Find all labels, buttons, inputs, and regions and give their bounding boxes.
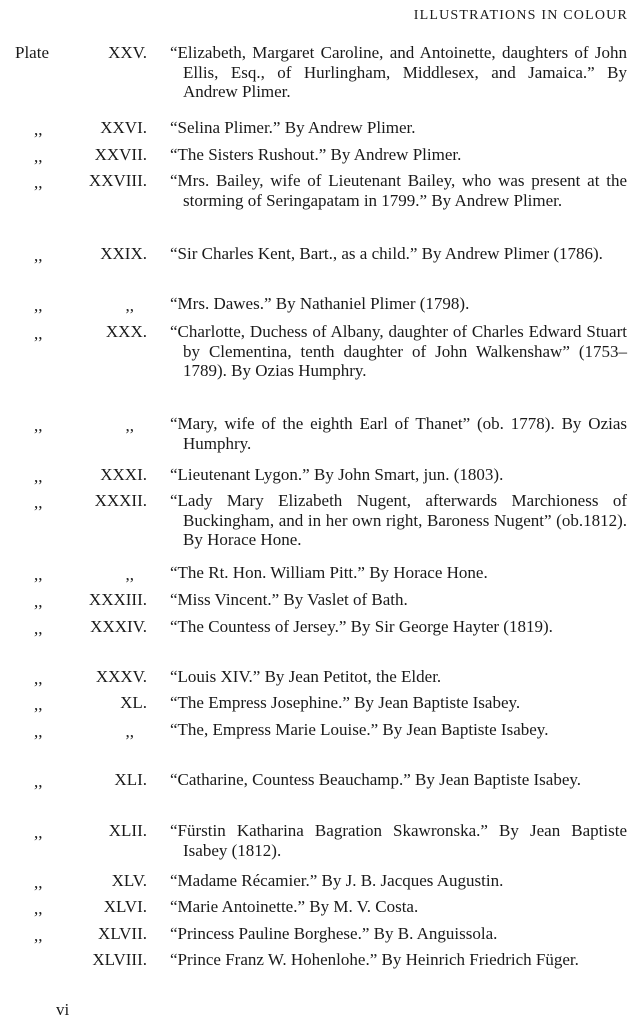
ditto-mark: ,, [34, 565, 43, 584]
ditto-mark: ,, [34, 296, 43, 315]
plate-number: XXXIV. [90, 617, 147, 636]
plate-caption: “Fürstin Katharina Bagration Skawronska.” By Jean Baptiste Isabey (1812). [170, 821, 627, 860]
list-item [0, 465, 644, 491]
list-item [0, 414, 644, 465]
plate-caption: “Lieutenant Lygon.” By John Smart, jun. (1803). [170, 465, 504, 484]
ditto-mark: ,, [34, 493, 43, 512]
ditto-mark: ,, [34, 120, 43, 139]
list-item [0, 491, 644, 563]
plate-caption: “Princess Pauline Borghese.” By B. Anguissola. [170, 924, 498, 943]
ditto-mark: ,, [34, 695, 43, 714]
list-item [0, 322, 644, 414]
plate-number: ,, [125, 565, 134, 584]
plate-caption: “Lady Mary Elizabeth Nugent, afterwards Marchioness of Buckingham, and in her own right, Baroness Nugent” (ob.1812). By Horace Hone. [170, 491, 627, 549]
plate-number: XLII. [108, 821, 147, 840]
plate-label: Plate [15, 43, 49, 62]
plate-caption: “Madame Récamier.” By J. B. Jacques Augustin. [170, 871, 504, 890]
plate-caption: “The Empress Josephine.” By Jean Baptiste Isabey. [170, 693, 521, 712]
plate-number: XLVI. [103, 897, 147, 916]
list-item [0, 294, 644, 322]
plate-number: XLI. [114, 770, 147, 789]
page-number: vi [56, 1000, 70, 1019]
ditto-mark: ,, [34, 592, 43, 611]
list-item [0, 590, 644, 617]
ditto-mark: ,, [34, 669, 43, 688]
list-item [0, 145, 644, 171]
plate-caption: “Elizabeth, Margaret Caroline, and Antoinette, daughters of John Ellis, Esq., of Hurlingham, Middlesex, and Jamaica.” By Andrew Plimer. [170, 43, 627, 101]
plate-number: XXXII. [94, 491, 147, 510]
ditto-mark: ,, [34, 619, 43, 638]
list-item [0, 770, 644, 821]
list-item [0, 924, 644, 950]
plate-caption: “Marie Antoinette.” By M. V. Costa. [170, 897, 419, 916]
ditto-mark: ,, [34, 147, 43, 166]
plate-number: XXV. [108, 43, 147, 62]
ditto-mark: ,, [34, 722, 43, 741]
plate-caption: “Selina Plimer.” By Andrew Plimer. [170, 118, 416, 137]
list-item [0, 43, 644, 118]
plate-number: XLVIII. [92, 950, 147, 969]
plate-caption: “Mrs. Dawes.” By Nathaniel Plimer (1798). [170, 294, 470, 313]
plate-number: ,, [125, 296, 134, 315]
ditto-mark: ,, [34, 899, 43, 918]
list-item [0, 617, 644, 667]
ditto-mark: ,, [34, 873, 43, 892]
plate-number: XLV. [111, 871, 147, 890]
ditto-mark: ,, [34, 772, 43, 791]
ditto-mark: ,, [34, 467, 43, 486]
plate-caption: “Miss Vincent.” By Vaslet of Bath. [170, 590, 408, 609]
plate-caption: “The Countess of Jersey.” By Sir George Hayter (1819). [170, 617, 553, 636]
list-item [0, 950, 644, 1000]
plate-number: XXVII. [94, 145, 147, 164]
list-item [0, 244, 644, 294]
plate-number: XXX. [105, 322, 147, 341]
list-item [0, 821, 644, 871]
plate-number: XXIX. [100, 244, 147, 263]
list-item [0, 871, 644, 897]
plate-number: ,, [125, 416, 134, 435]
plate-number: XXXIII. [88, 590, 147, 609]
ditto-mark: ,, [34, 926, 43, 945]
plate-list [0, 43, 644, 1000]
plate-caption: “Prince Franz W. Hohenlohe.” By Heinrich Friedrich Füger. [170, 950, 579, 969]
ditto-mark: ,, [34, 324, 43, 343]
ditto-mark: ,, [34, 173, 43, 192]
plate-number: XXXV. [95, 667, 147, 686]
ditto-mark: ,, [34, 823, 43, 842]
list-item [0, 667, 644, 693]
list-item [0, 118, 644, 145]
plate-number: XXVI. [100, 118, 147, 137]
running-head: ILLUSTRATIONS IN COLOUR [413, 8, 628, 23]
plate-number: XXVIII. [88, 171, 147, 190]
plate-caption: “The Rt. Hon. William Pitt.” By Horace Hone. [170, 563, 488, 582]
plate-caption: “The, Empress Marie Louise.” By Jean Baptiste Isabey. [170, 720, 549, 739]
plate-caption: “Louis XIV.” By Jean Petitot, the Elder. [170, 667, 442, 686]
plate-caption: “Mrs. Bailey, wife of Lieutenant Bailey, who was present at the storming of Seringapatam in 1799.” By Andrew Plimer. [170, 171, 627, 210]
list-item [0, 720, 644, 770]
ditto-mark: ,, [34, 416, 43, 435]
plate-caption: “The Sisters Rushout.” By Andrew Plimer. [170, 145, 462, 164]
plate-caption: “Sir Charles Kent, Bart., as a child.” By Andrew Plimer (1786). [170, 244, 603, 263]
list-item [0, 171, 644, 244]
plate-caption: “Mary, wife of the eighth Earl of Thanet” (ob. 1778). By Ozias Humphry. [170, 414, 627, 453]
plate-number: XXXI. [100, 465, 147, 484]
plate-caption: “Catharine, Countess Beauchamp.” By Jean Baptiste Isabey. [170, 770, 582, 789]
list-item [0, 563, 644, 590]
list-item [0, 897, 644, 924]
list-item [0, 693, 644, 720]
plate-caption: “Charlotte, Duchess of Albany, daughter of Charles Edward Stuart by Clementina, tenth daughter of John Walkenshaw” (1753–1789). By Ozias Humphry. [170, 322, 627, 380]
plate-number: XLVII. [98, 924, 147, 943]
plate-number: ,, [125, 722, 134, 741]
plate-number: XL. [120, 693, 147, 712]
ditto-mark: ,, [34, 246, 43, 265]
